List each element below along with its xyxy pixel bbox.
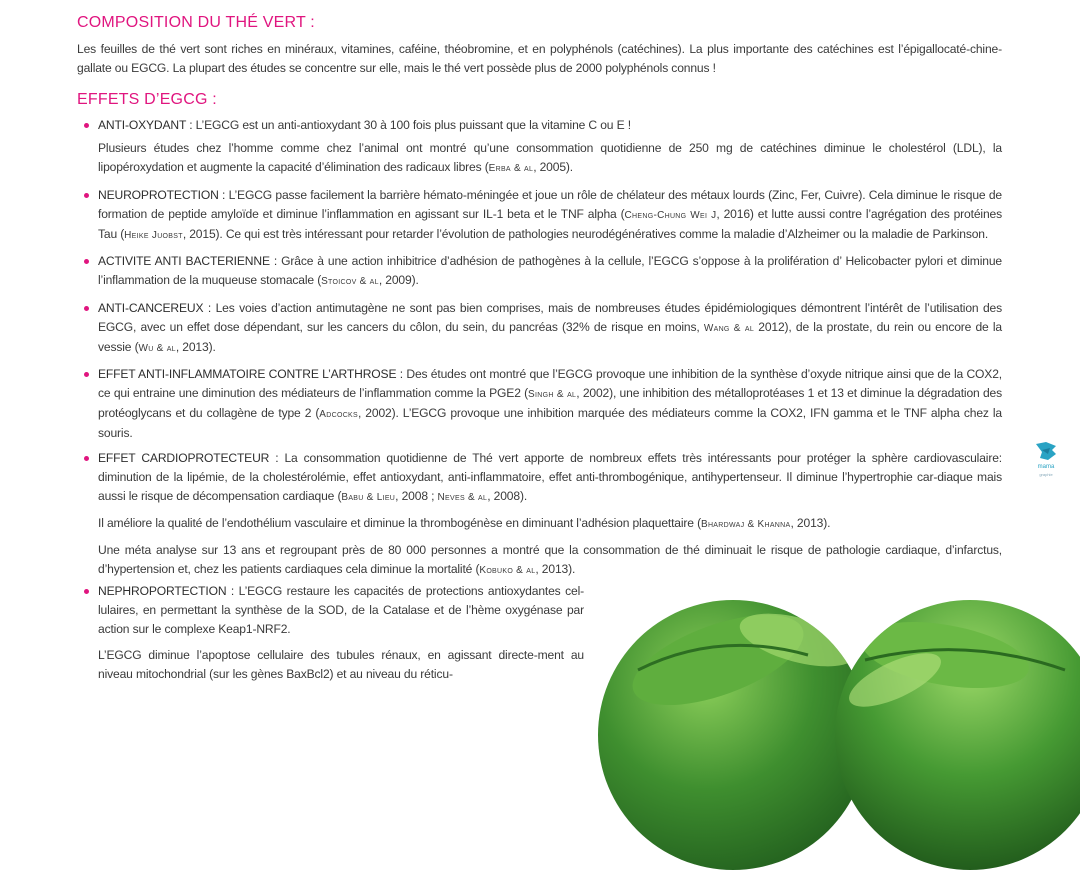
effect-body: , 2002). L’EGCG provoque une inhibition marquée des médiateurs comme la COX2, IFN gamma et le TNF alpha chez la souris. (98, 406, 1002, 440)
effect-sub-text: Plusieurs études chez l’homme comme chez l’animal ont montré qu’une consommation quotidienne de 250 mg de catéchines diminue le cholestérol (LDL), la lipopéroxydation et augmente la capacité d’élimination des radicaux libres ( (98, 141, 1002, 174)
effect-sub-end: , 2013). (790, 516, 831, 530)
effect-text (98, 299, 1002, 358)
logo-line1: mama (1037, 464, 1055, 470)
effect-body: Des études ont montré que l’EGCG provoque une inhibition de la synthèse d’oxyde nitrique ainsi que de la COX2, ce qui entraine une diminution des médiateurs de l’inflammation comme la PGE2 ( (98, 367, 1002, 400)
effect-body: L’EGCG est un anti-antioxydant 30 à 100 fois plus puissant que la vitamine C ou E ! (192, 118, 631, 132)
logo-line2: graphie (1039, 472, 1053, 477)
effect-body: , 2008). (487, 489, 528, 503)
effect-text (98, 449, 1002, 507)
composition-heading: COMPOSITION DU THÉ VERT : (77, 14, 315, 31)
effect-item-anti-oxydant (84, 116, 1002, 178)
citation: Neves & al (437, 492, 488, 503)
effect-keyword: ACTIVITE ANTI BACTERIENNE : (98, 254, 278, 268)
effect-item-anti-bacterienne (84, 252, 1002, 291)
citation: Wu & al (138, 343, 176, 354)
effect-subparagraph (98, 514, 1002, 534)
citation: Wang & al (703, 323, 755, 334)
effect-keyword: NEPHROPORTECTION : (98, 584, 235, 598)
effect-body: , 2016) et lutte aussi contre l’agrégation des protéines Tau ( (98, 207, 1002, 241)
effect-body: , 2013). (175, 340, 216, 354)
bird-icon (1032, 440, 1060, 464)
tea-leaf-image (598, 600, 868, 870)
effect-body: L’EGCG restaure les capacités de protections antioxydantes cel-lulaires, en permettant la synthèse de la SOD, de la Catalase et de l’hème oxygénase par action sur le complexe Keap1-NRF2. (98, 584, 584, 636)
bullet-dot-icon (84, 193, 89, 198)
effect-sub-end: , 2005). (533, 160, 573, 174)
effect-text (98, 582, 584, 639)
effect-item-nephroportection (84, 582, 584, 684)
citation: Bhardwaj & Khanna (700, 519, 791, 530)
citation: Singh & al (528, 389, 577, 400)
effect-sub-text: Une méta analyse sur 13 ans et regroupant près de 80 000 personnes a montré que la consommation de thé diminuait le risque de pathologie cardiaque, d’infarctus, d’hypertension et, chez les patients cardiaques cela diminue la mortalité ( (98, 543, 1002, 576)
effect-body: , 2002), une inhibition des métalloprotéases 1 et 13 et diminue la dégradation des protéoglycans et du collagène de type 2 ( (98, 386, 1003, 420)
effect-body: L’EGCG passe facilement la barrière hémato-méningée et joue un rôle de chélateur des métaux lourds (Zinc, Fer, Cuivre). Cela diminue le risque de formation de peptide amyloïde et diminue l’inflammation en agissant sur IL-1 beta et le TNF alpha ( (98, 188, 1002, 221)
bullet-dot-icon (84, 259, 89, 264)
effect-body: La consommation quotidienne de Thé vert apporte de nombreux effets très intéressants pour protéger la sphère cardiovasculaire: diminution de la lipémie, de la cholestérolémie, effet antioxydant, anti-inflammatoire, effet anti-thrombogénique, antihypertenseur. Il diminue l’hypertrophie car-diaque mais aussi le risque de décompensation cardiaque ( (98, 451, 1002, 503)
effect-text (98, 252, 1002, 291)
effect-item-cardioprotecteur (84, 449, 1002, 580)
effect-item-neuroprotection (84, 186, 1002, 245)
effect-keyword: ANTI-CANCEREUX : (98, 301, 212, 315)
citation: Babu & Lieu (341, 492, 396, 503)
effect-keyword: NEUROPROTECTION : (98, 188, 226, 202)
bullet-dot-icon (84, 589, 89, 594)
effect-sub-text: Il améliore la qualité de l’endothélium vasculaire et diminue la thrombogénèse en diminuant l’adhésion plaquettaire ( (98, 516, 701, 530)
effect-item-anti-cancereux (84, 299, 1002, 358)
bullet-dot-icon (84, 123, 89, 128)
effect-body: , 2008 ; (395, 489, 438, 503)
effect-item-anti-inflammatoire (84, 365, 1002, 443)
brand-logo (1032, 440, 1060, 480)
bullet-dot-icon (84, 306, 89, 311)
effect-body: 2012), de la prostate, du rein ou encore de la vessie ( (98, 320, 1002, 354)
effect-body: Grâce à une action inhibitrice d’adhésion de pathogènes à la cellule, l’EGCG s’oppose à la prolifération d’ Helicobacter pylori et diminue l’inflammation de la muqueuse stomacale ( (98, 254, 1002, 287)
effect-text (98, 116, 1002, 135)
effect-body: , 2015). Ce qui est très intéressant pour retarder l’évolution de pathologies neurodégénératives comme la maladie d’Alzheimer ou la maladie de Parkinson. (182, 227, 989, 241)
effect-subparagraph (98, 541, 1002, 580)
logo-text (1032, 464, 1060, 478)
effect-keyword: EFFET CARDIOPROTECTEUR : (98, 451, 279, 465)
bullet-dot-icon (84, 372, 89, 377)
citation: Erba & al (488, 163, 534, 174)
citation: Kobuko & al (479, 565, 536, 576)
effect-text (98, 186, 1002, 245)
effect-body: , 2009). (378, 273, 419, 287)
effect-subparagraph: L’EGCG diminue l’apoptose cellulaire des tubules rénaux, en agissant directe-ment au niveau mitochondrial (sur les gènes BaxBcl2) et au niveau du réticu- (98, 648, 584, 681)
tea-leaf-image (835, 600, 1080, 870)
bullet-dot-icon (84, 456, 89, 461)
citation: Adcocks (319, 409, 358, 420)
citation: Stoicov & al (321, 276, 379, 287)
effect-sub-end: , 2013). (535, 562, 576, 576)
effect-body: Les voies d’action antimutagène ne sont pas bien comprises, mais de nombreuses études épidémiologiques démontrent l’intérêt de l’utilisation des EGCG, avec un effet dose dépendant, sur les cancers du côlon, du sein, du pancréas (32% de risque en moins, (98, 301, 1002, 334)
effect-keyword: ANTI-OXYDANT : (98, 118, 193, 132)
effects-heading: EFFETS D’EGCG : (77, 91, 217, 108)
composition-paragraph: Les feuilles de thé vert sont riches en minéraux, vitamines, caféine, théobromine, et en polyphénols (catéchines). La plus importante des catéchines est l’épigallocaté-chine-gallate ou EGCG. La plupart des études se concentre sur elle, mais le thé vert possède plus de 2000 polyphénols connus ! (77, 42, 1002, 75)
effect-subparagraph (98, 139, 1002, 178)
effect-text (98, 365, 1002, 443)
effect-keyword: EFFET ANTI-INFLAMMATOIRE CONTRE L’ARTHROSE : (98, 367, 403, 381)
citation: Cheng-Chung Wei J (624, 210, 717, 221)
citation: Heike Juobst (124, 230, 183, 241)
